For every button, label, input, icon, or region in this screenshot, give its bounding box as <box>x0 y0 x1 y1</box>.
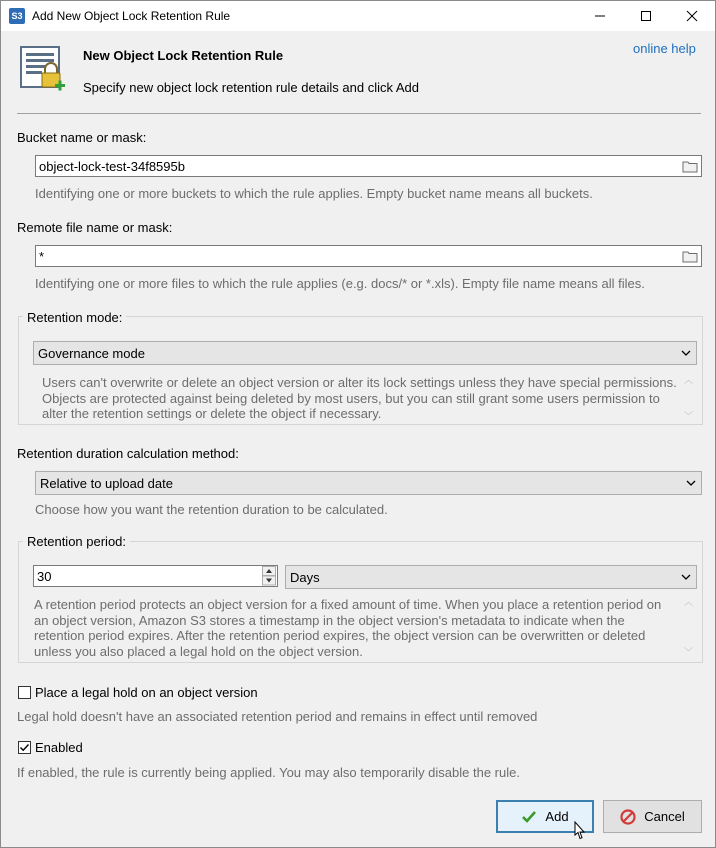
folder-icon[interactable] <box>682 249 698 263</box>
retention-mode-description: Users can't overwrite or delete an object version or alter its lock settings unless they have special permissions. Objects are protected against being deleted by most users, but you can still grant some users permission to alter the retention settings or delete the object if necessary. <box>42 375 677 421</box>
app-icon: S3 <box>9 8 25 24</box>
header-separator <box>17 113 701 114</box>
add-button-label: Add <box>545 809 569 824</box>
remote-file-hint: Identifying one or more files to which the rule applies (e.g. docs/* or *.xls). Empty file name means all files. <box>35 276 645 291</box>
chevron-down-icon <box>685 477 697 489</box>
calc-method-value: Relative to upload date <box>40 476 173 491</box>
retention-mode-value: Governance mode <box>38 346 145 361</box>
legal-hold-hint: Legal hold doesn't have an associated retention period and remains in effect until removed <box>17 709 538 724</box>
remote-file-label: Remote file name or mask: <box>17 220 173 235</box>
retention-period-description: A retention period protects an object version for a fixed amount of time. When you place a retention period on an object version, Amazon S3 stores a timestamp in the object version's metadata to indicate when the retention period expires. After the retention period expires, the object version can be overwritten or deleted unless you also placed a legal hold on the object version. <box>34 597 662 659</box>
scroll-down-icon[interactable]: ﹀ <box>683 411 693 421</box>
bucket-input[interactable] <box>35 155 702 177</box>
chevron-down-icon <box>680 347 692 359</box>
remote-file-input-value: * <box>39 249 45 264</box>
cancel-button[interactable] <box>603 800 702 833</box>
cancel-icon <box>620 809 636 825</box>
calc-method-select[interactable] <box>35 471 702 495</box>
calc-method-label: Retention duration calculation method: <box>17 446 239 461</box>
scroll-down-icon[interactable]: ﹀ <box>683 647 693 657</box>
enabled-hint: If enabled, the rule is currently being applied. You may also temporarily disable the rule. <box>17 765 520 780</box>
spin-updown-icon[interactable] <box>262 566 276 586</box>
header-subtitle: Specify new object lock retention rule details and click Add <box>83 80 420 95</box>
lock-rule-icon <box>19 45 67 95</box>
online-help-link[interactable]: online help <box>633 41 696 56</box>
checkmark-icon <box>19 742 30 753</box>
calc-method-hint: Choose how you want the retention duration to be calculated. <box>35 502 388 517</box>
retention-period-label: Retention period: <box>23 534 130 549</box>
title-bar <box>1 1 715 31</box>
enabled-checkbox[interactable] <box>18 741 31 754</box>
retention-unit-select[interactable] <box>285 565 697 589</box>
header-title: New Object Lock Retention Rule <box>83 48 284 63</box>
maximize-button[interactable] <box>623 1 669 31</box>
window-title: Add New Object Lock Retention Rule <box>32 9 231 23</box>
legal-hold-checkbox[interactable] <box>18 686 31 699</box>
close-button[interactable] <box>669 1 715 31</box>
bucket-label: Bucket name or mask: <box>17 130 147 145</box>
retention-mode-select[interactable] <box>33 341 697 365</box>
chevron-down-icon <box>680 571 692 583</box>
mouse-cursor-icon <box>571 821 585 843</box>
close-icon <box>686 10 698 22</box>
maximize-icon <box>640 10 652 22</box>
retention-period-input[interactable] <box>33 565 278 587</box>
folder-icon[interactable] <box>682 159 698 173</box>
cancel-button-label: Cancel <box>644 809 685 824</box>
retention-unit-value: Days <box>290 570 320 585</box>
checkmark-icon <box>521 810 537 824</box>
bucket-input-value: object-lock-test-34f8595b <box>39 159 185 174</box>
bucket-hint: Identifying one or more buckets to which the rule applies. Empty bucket name means all buckets. <box>35 186 593 201</box>
retention-mode-label: Retention mode: <box>23 310 126 325</box>
retention-period-value: 30 <box>37 569 52 584</box>
scroll-up-icon[interactable]: ︿ <box>683 597 693 607</box>
retention-mode-scrollbar[interactable] <box>680 373 697 423</box>
remote-file-input[interactable] <box>35 245 702 267</box>
retention-period-scrollbar[interactable] <box>680 595 697 659</box>
legal-hold-label[interactable]: Place a legal hold on an object version <box>35 685 258 700</box>
minimize-icon <box>594 10 606 22</box>
enabled-label[interactable]: Enabled <box>35 740 83 755</box>
minimize-button[interactable] <box>577 1 623 31</box>
scroll-up-icon[interactable]: ︿ <box>683 375 693 385</box>
